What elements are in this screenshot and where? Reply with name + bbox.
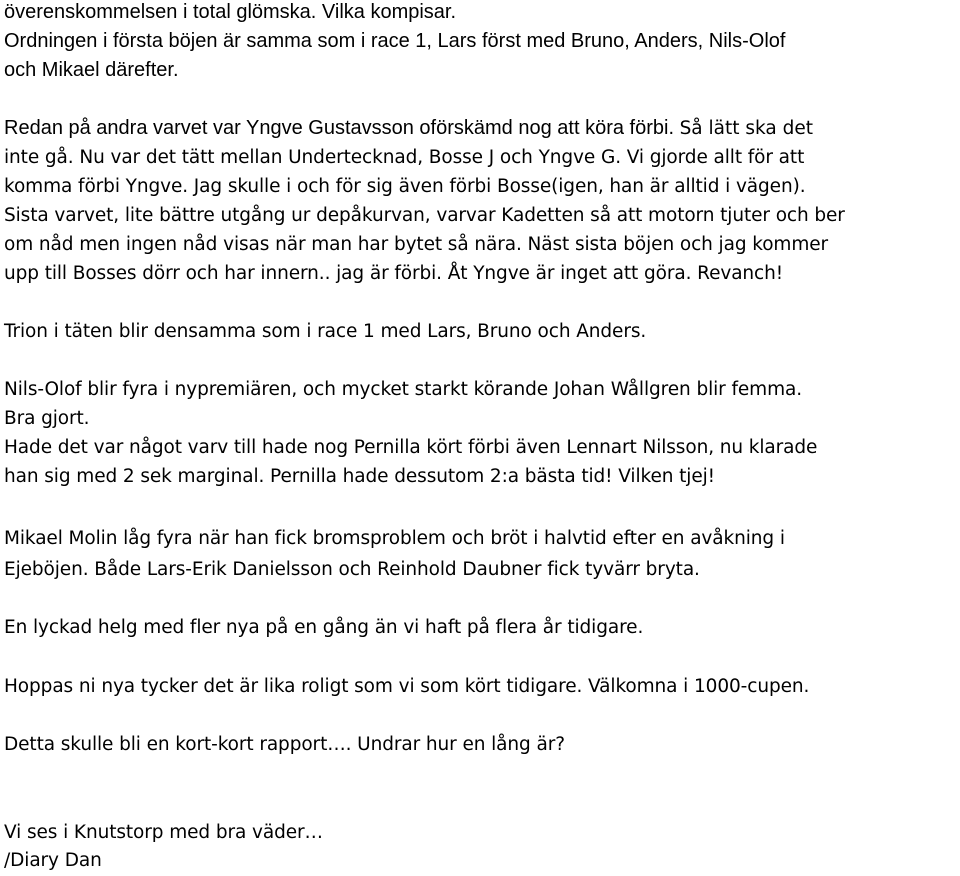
text-segment: han sig med 2 sek marginal. — [4, 466, 271, 487]
text-segment: Nu var det tätt mellan Undertecknad, Bosse J och Yngve G. — [79, 147, 627, 168]
text-line — [4, 0, 456, 27]
text-line — [4, 230, 828, 259]
text-segment: Ejeböjen. — [4, 559, 95, 580]
text-segment: Både Lars-Erik Danielsson och Reinhold Daubner fick tyvärr bryta. — [94, 559, 700, 580]
text-segment: Ordningen i första böjen är samma som i race 1, Lars först med Bruno, Anders, Nils-Olof — [4, 30, 786, 52]
text-segment: Åt Yngve är inget att göra. Revanch! — [447, 263, 784, 284]
text-line — [4, 114, 813, 143]
text-line — [4, 462, 715, 491]
text-segment: och Mikael därefter. — [4, 59, 179, 81]
text-line — [4, 375, 802, 404]
text-line — [4, 433, 817, 462]
text-segment: Sista varvet, lite bättre utgång ur depåkurvan, varvar Kadetten så att motorn tjuter och ber — [4, 205, 845, 226]
text-segment: Nils-Olof blir fyra i nypremiären, och mycket starkt körande Johan Wållgren blir femma. — [4, 379, 803, 400]
text-line — [4, 172, 806, 201]
text-segment: Mikael Molin låg fyra när han fick bromsproblem och bröt i halvtid efter en avåkning i — [4, 528, 785, 549]
text-segment: Näst sista böjen och jag kommer — [527, 234, 829, 255]
text-segment: Bra gjort. — [4, 408, 90, 429]
text-line — [4, 613, 643, 642]
text-segment: Redan på andra varvet var Yngve Gustavsson oförskämd nog att köra förbi. — [4, 117, 680, 139]
text-segment: En lyckad helg med fler nya på en gång än vi haft på flera år tidigare. — [4, 617, 644, 638]
text-segment: Så lätt ska det — [679, 118, 814, 139]
signature-line — [4, 846, 102, 875]
text-line — [4, 555, 700, 584]
text-segment: om nåd men ingen nåd visas när man har bytet så nära. — [4, 234, 528, 255]
text-line — [4, 524, 785, 553]
text-line — [4, 27, 785, 56]
text-segment: Vi ses i Knutstorp med bra väder… — [4, 822, 323, 843]
text-segment: Välkomna i 1000-cupen. — [588, 676, 810, 697]
text-line — [4, 404, 89, 433]
text-segment: Pernilla hade dessutom 2:a bästa tid! — [270, 466, 619, 487]
text-line — [4, 259, 783, 288]
text-segment: Vilken tjej! — [618, 466, 715, 487]
text-segment: upp till Bosses dörr och har innern.. jag är förbi. — [4, 263, 448, 284]
text-segment: överenskommelsen i total glömska. Vilka kompisar. — [4, 1, 457, 23]
text-segment: Vi gjorde allt för att — [626, 147, 805, 168]
text-segment: Detta skulle bli en kort-kort rapport…. Undrar hur en lång är? — [4, 734, 565, 755]
text-segment: /Diary Dan — [4, 850, 102, 871]
text-line — [4, 317, 646, 346]
text-line — [4, 818, 323, 847]
text-segment: komma förbi Yngve. — [4, 176, 194, 197]
text-line — [4, 672, 809, 701]
text-line — [4, 201, 845, 230]
text-segment: inte gå. — [4, 147, 80, 168]
text-segment: Jag skulle i och för sig även förbi Bosse(igen, han är alltid i vägen). — [193, 176, 806, 197]
text-segment: Hade det var något varv till hade nog Pernilla kört förbi även Lennart Nilsson, nu klarade — [4, 437, 818, 458]
text-line — [4, 143, 804, 172]
text-line — [4, 56, 179, 85]
text-segment: Hoppas ni nya tycker det är lika roligt som vi som kört tidigare. — [4, 676, 589, 697]
text-segment: Trion i täten blir densamma som i race 1 med Lars, Bruno och Anders. — [4, 321, 647, 342]
text-line — [4, 730, 565, 759]
